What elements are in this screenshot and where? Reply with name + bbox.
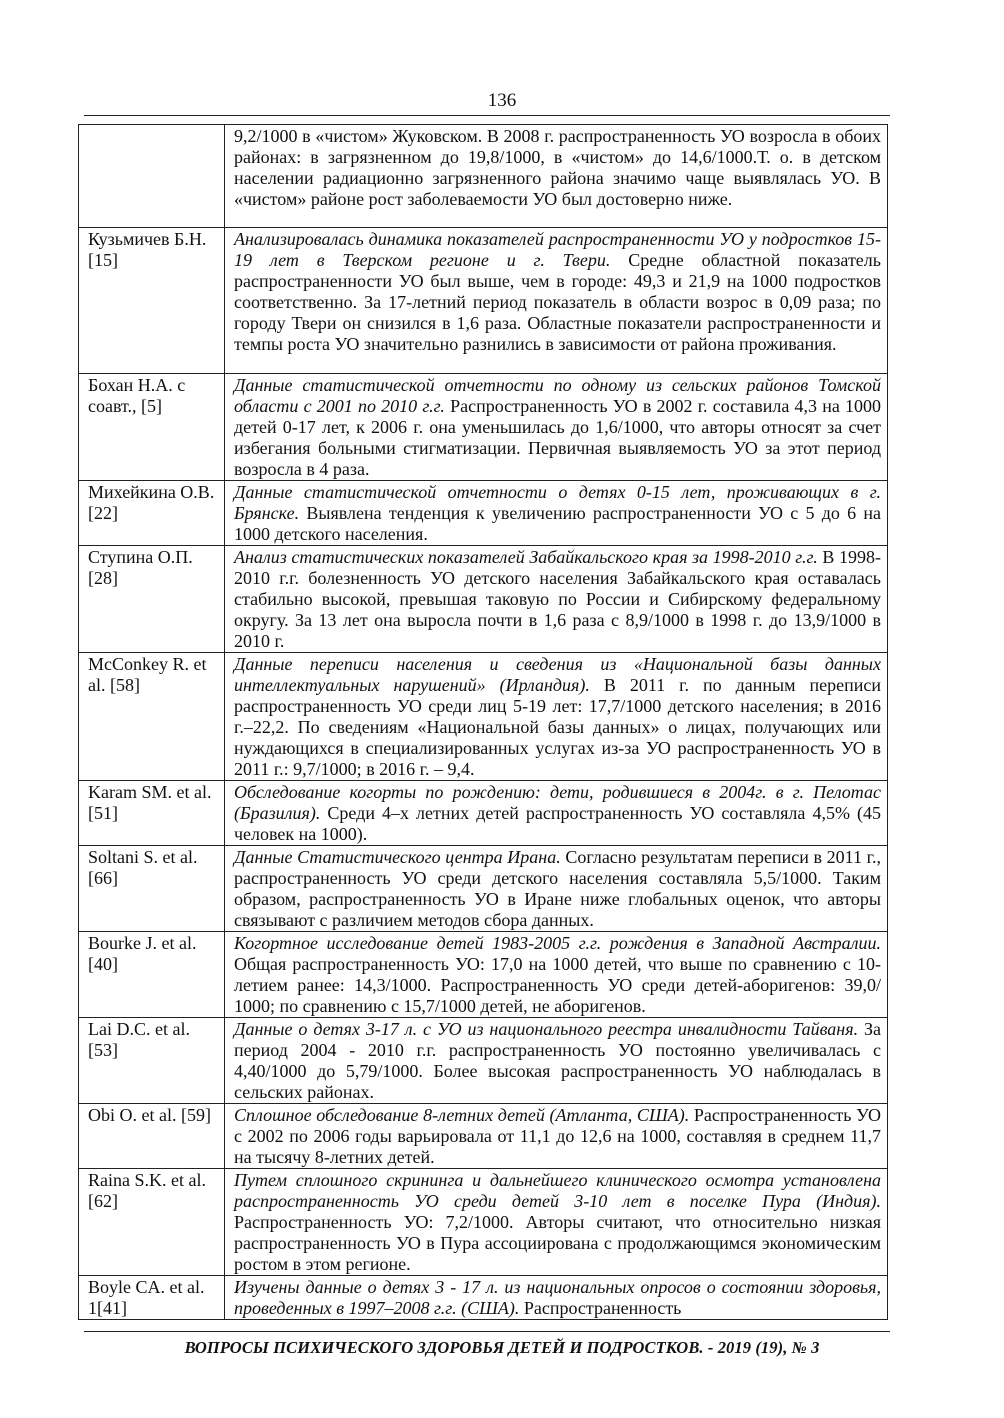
description-cell (225, 846, 888, 932)
table-row (79, 846, 888, 932)
description-cell (225, 125, 888, 228)
study-findings: В 2011 г. по данным переписи распространенность УО среди лиц 5-19 лет: 17,7/1000 детского населения; в 2016 г.–22,2. По сведениям «Национальной базы данных» о лицах, получающих или нуждающихся в специализированных услугах из-за УО распространенность УО в 2011 г.: 9,7/1000; в 2016 г. – 9,4. (234, 675, 881, 779)
study-design: Анализ статистических показателей Забайкальского края за 1998-2010 г.г. (234, 547, 818, 567)
journal-footer: ВОПРОСЫ ПСИХИЧЕСКОГО ЗДОРОВЬЯ ДЕТЕЙ И ПОДРОСТКОВ. - 2019 (19), № 3 (184, 1338, 820, 1357)
description-cell (225, 1104, 888, 1169)
study-design: Данные статистической отчетности по одному из сельских районов Томской области с 2001 по 2010 г.г. (234, 375, 881, 416)
author-cell: Soltani S. et al. [66] (79, 846, 225, 932)
table-row (79, 374, 888, 481)
study-findings: Распространенность УО в 2002 г. составила 4,3 на 1000 детей 0-17 лет, к 2006 г. она уменьшилась до 1,6/1000, что авторы относят за счет избегания больными стигматизации. Первичная выявляемость УО за этот период возросла в 4 раза. (234, 396, 882, 479)
description-cell (225, 1169, 888, 1276)
study-findings: Согласно результатам переписи в 2011 г., распространенность УО среди детского населения составляла 5,5/1000. Таким образом, распространенность УО в Иране ниже глобальных оценок, что авторы связывают с различием методов сбора данных. (234, 847, 881, 930)
study-findings: За период 2004 - 2010 г.г. распространенность УО постоянно увеличивалась с 4,40/1000 до 5,79/1000. Более высокая распространенность УО наблюдалась в сельских районах. (234, 1019, 881, 1102)
study-findings: Распространенность (519, 1298, 682, 1318)
author-cell: McConkey R. et al. [58] (79, 653, 225, 781)
table-row (79, 125, 888, 228)
table-row (79, 228, 888, 374)
table-row (79, 781, 888, 846)
table-row (79, 1104, 888, 1169)
author-cell: Boyle CA. et al. 1[41] (79, 1276, 225, 1320)
study-design: Сплошное обследование 8-летних детей (Атланта, США). (234, 1105, 690, 1125)
description-cell (225, 1018, 888, 1104)
study-design: Анализировалась динамика показателей распространенности УО у подростков 15-19 лет в Тверском регионе и г. Твери. (234, 229, 881, 270)
author-cell: Lai D.C. et al. [53] (79, 1018, 225, 1104)
study-findings: В 1998-2010 г.г. болезненность УО детского населения Забайкальского края оставалась стабильно высокой, превышая таковую по России и Сибирскому федеральному округу. За 13 лет она выросла почти в 1,6 раза с 8,9/1000 в 1998 г. до 13,9/1000 в 2010 г. (234, 547, 881, 651)
page-number: 136 (487, 90, 517, 111)
author-cell: Obi O. et al. [59] (79, 1104, 225, 1169)
table-row (79, 546, 888, 653)
author-cell: Karam SM. et al. [51] (79, 781, 225, 846)
literature-table (78, 124, 888, 1320)
study-design: Данные переписи населения и сведения из «Национальной базы данных интеллектуальных нарушений» (Ирландия). (234, 654, 881, 695)
author-cell: Bourke J. et al. [40] (79, 932, 225, 1018)
author-cell: Кузьмичев Б.Н. [15] (79, 228, 225, 374)
description-cell (225, 374, 888, 481)
table-row (79, 1018, 888, 1104)
author-cell (79, 125, 225, 228)
study-findings: Среди 4–х летних детей распространенность УО составляла 4,5% (45 человек на 1000). (234, 803, 881, 844)
study-design: Обследование когорты по рождению: дети, родившиеся в 2004г. в г. Пелотас (Бразилия). (234, 782, 881, 823)
study-findings: Общая распространенность УО: 17,0 на 1000 детей, что выше по сравнению с 10-летием ранее: 14,3/1000. Распространенность УО среди детей-аборигенов: 39,0/ 1000; по сравнению с 15,7/1000 детей, не аборигенов. (234, 954, 881, 1016)
study-findings: Распространенность УО: 7,2/1000. Авторы считают, что относительно низкая распространенность УО в Пура ассоциирована с продолжающимся экономическим ростом в этом регионе. (234, 1212, 881, 1274)
study-findings: 9,2/1000 в «чистом» Жуковском. В 2008 г. распространенность УО возросла в обоих районах: в загрязненном до 19,8/1000, в «чистом» до 14,6/1000.Т. о. в детском населении радиационно загрязненного района значимо чаще выявлялась УО. В «чистом» районе рост заболеваемости УО был достоверно ниже. (234, 126, 881, 209)
study-findings: Распространенность УО с 2002 по 2006 годы варьировала от 11,1 до 12,6 на 1000, составляя в среднем 11,7 на тысячу 8-летних детей. (234, 1105, 882, 1167)
author-cell: Ступина О.П. [28] (79, 546, 225, 653)
author-cell: Михейкина О.В. [22] (79, 481, 225, 546)
description-cell (225, 228, 888, 374)
table-row (79, 1276, 888, 1320)
study-design: Данные Статистического центра Ирана. (234, 847, 561, 867)
study-design: Путем сплошного скрининга и дальнейшего клинического осмотра установлена распространенность УО среди детей 3-10 лет в поселке Пура (Индия). (234, 1170, 881, 1211)
author-cell: Raina S.K. et al. [62] (79, 1169, 225, 1276)
table-row (79, 481, 888, 546)
description-cell (225, 932, 888, 1018)
header-rule (84, 115, 890, 116)
description-cell (225, 1276, 888, 1320)
description-cell (225, 546, 888, 653)
author-cell: Бохан Н.А. с соавт., [5] (79, 374, 225, 481)
table-row (79, 1169, 888, 1276)
table-row (79, 653, 888, 781)
description-cell (225, 653, 888, 781)
description-cell (225, 481, 888, 546)
description-cell (225, 781, 888, 846)
study-findings: Средне областной показатель распространенности УО был выше, чем в городе: 49,3 и 21,9 на 1000 подростков соответственно. За 17-летний период показатель в области возрос в 0,09 раза; по городу Твери он снизился в 1,6 раза. Областные показатели распространенности и темпы роста УО значительно разнились в зависимости от района проживания. (234, 250, 881, 354)
table-row (79, 932, 888, 1018)
study-findings: Выявлена тенденция к увеличению распространенности УО с 5 до 6 на 1000 детского населения. (234, 503, 881, 544)
study-design: Когортное исследование детей 1983-2005 г.г. рождения в Западной Австралии. (234, 933, 881, 953)
study-design: Данные о детях 3-17 л. с УО из национального реестра инвалидности Тайваня. (234, 1019, 859, 1039)
footer-rule (84, 1331, 890, 1332)
study-design: Изучены данные о детях 3 - 17 л. из национальных опросов о состоянии здоровья, проведенных в 1997–2008 г.г. (США). (234, 1277, 881, 1318)
study-design: Данные статистической отчетности о детях 0-15 лет, проживающих в г. Брянске. (234, 482, 881, 523)
